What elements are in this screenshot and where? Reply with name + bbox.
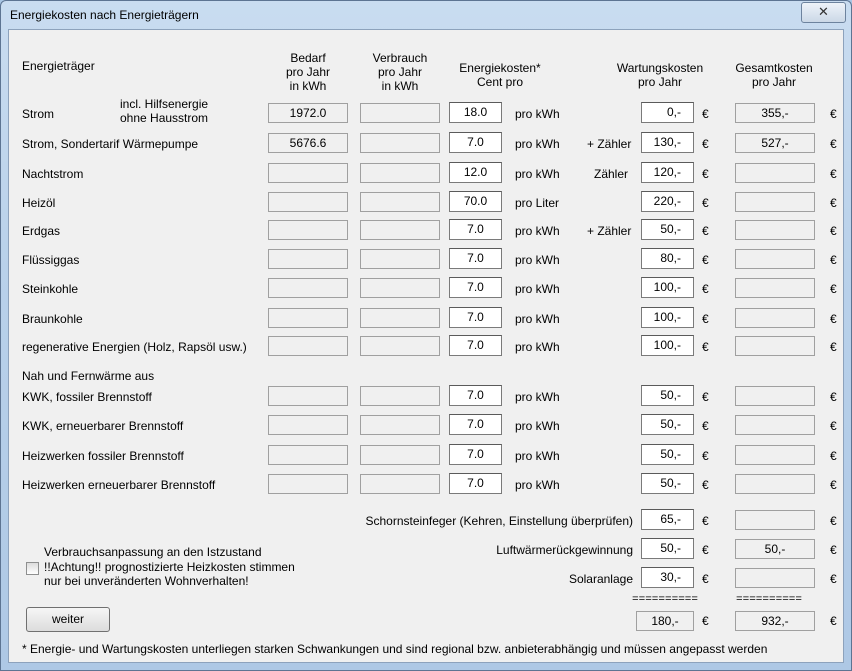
- row-label: Heizwerken erneuerbarer Brennstoff: [22, 478, 216, 492]
- currency-label: €: [702, 572, 709, 586]
- row-label: Erdgas: [22, 224, 61, 238]
- row-label: regenerative Energien (Holz, Rapsöl usw.): [22, 340, 247, 354]
- currency-label: €: [830, 543, 837, 557]
- gesamt-field: [735, 163, 815, 183]
- verbrauch-field: [360, 386, 440, 406]
- zaehler-label: + Zähler: [587, 224, 632, 238]
- verbrauch-field: [360, 103, 440, 123]
- header-wartungskosten: Wartungskosten pro Jahr: [616, 61, 704, 89]
- bedarf-field: 5676.6: [268, 133, 348, 153]
- currency-label: €: [702, 312, 709, 326]
- price-unit: pro kWh: [515, 340, 560, 354]
- currency-label: €: [830, 572, 837, 586]
- wartung-input[interactable]: 0,-: [641, 102, 694, 123]
- currency-label: €: [702, 543, 709, 557]
- gesamt-total-separator: ==========: [736, 594, 803, 606]
- verbrauch-field: [360, 474, 440, 494]
- currency-label: €: [830, 514, 837, 528]
- wartung-input[interactable]: 50,-: [641, 219, 694, 240]
- extra-gesamt-field: [735, 510, 815, 530]
- price-input[interactable]: 7.0: [449, 385, 502, 406]
- currency-label: €: [830, 137, 837, 151]
- price-input[interactable]: 7.0: [449, 277, 502, 298]
- extra-wartung-input[interactable]: 50,-: [641, 538, 694, 559]
- verbrauch-field: [360, 163, 440, 183]
- gesamt-field: [735, 386, 815, 406]
- row-note: incl. Hilfsenergie ohne Hausstrom: [120, 97, 209, 125]
- bedarf-field: [268, 249, 348, 269]
- gesamt-field: [735, 336, 815, 356]
- bedarf-field: [268, 308, 348, 328]
- gesamt-total-field: 932,-: [735, 611, 815, 631]
- verbrauch-field: [360, 308, 440, 328]
- wartung-input[interactable]: 50,-: [641, 414, 694, 435]
- verbrauchsanpassung-checkbox[interactable]: [26, 562, 39, 575]
- wartung-total-separator: ==========: [632, 594, 699, 606]
- price-input[interactable]: 12.0: [449, 162, 502, 183]
- currency-label: €: [702, 196, 709, 210]
- price-unit: pro kWh: [515, 107, 560, 121]
- wartung-input[interactable]: 100,-: [641, 335, 694, 356]
- bedarf-field: [268, 278, 348, 298]
- currency-label: €: [830, 449, 837, 463]
- extra-label: Solaranlage: [568, 572, 633, 586]
- row-label: Heizwerken fossiler Brennstoff: [22, 449, 184, 463]
- zaehler-label: + Zähler: [587, 137, 632, 151]
- price-input[interactable]: 7.0: [449, 414, 502, 435]
- gesamt-field: 355,-: [735, 103, 815, 123]
- price-unit: pro kWh: [515, 167, 560, 181]
- price-unit: pro Liter: [515, 196, 560, 210]
- extra-wartung-input[interactable]: 65,-: [641, 509, 694, 530]
- close-icon: ✕: [818, 5, 829, 20]
- currency-label: €: [830, 312, 837, 326]
- gesamt-field: [735, 220, 815, 240]
- wartung-total-field: 180,-: [636, 611, 694, 631]
- price-input[interactable]: 70.0: [449, 191, 502, 212]
- weiter-button[interactable]: weiter: [26, 607, 110, 632]
- verbrauch-field: [360, 445, 440, 465]
- currency-label: €: [702, 478, 709, 492]
- verbrauch-field: [360, 278, 440, 298]
- price-input[interactable]: 7.0: [449, 307, 502, 328]
- currency-label: €: [830, 340, 837, 354]
- row-label: Steinkohle: [22, 282, 79, 296]
- currency-label: €: [830, 614, 837, 628]
- verbrauch-field: [360, 220, 440, 240]
- row-label: Braunkohle: [22, 312, 83, 326]
- extra-gesamt-field: [735, 568, 815, 588]
- price-unit: pro kWh: [515, 419, 560, 433]
- price-input[interactable]: 18.0: [449, 102, 502, 123]
- currency-label: €: [702, 419, 709, 433]
- verbrauch-field: [360, 336, 440, 356]
- price-input[interactable]: 7.0: [449, 444, 502, 465]
- wartung-input[interactable]: 50,-: [641, 444, 694, 465]
- gesamt-field: [735, 474, 815, 494]
- row-label: Strom, Sondertarif Wärmepumpe: [22, 137, 199, 151]
- price-unit: pro kWh: [515, 312, 560, 326]
- price-unit: pro kWh: [515, 390, 560, 404]
- currency-label: €: [830, 478, 837, 492]
- currency-label: €: [830, 253, 837, 267]
- currency-label: €: [830, 390, 837, 404]
- currency-label: €: [702, 614, 709, 628]
- gesamt-field: [735, 445, 815, 465]
- currency-label: €: [830, 107, 837, 121]
- bedarf-field: [268, 386, 348, 406]
- price-unit: pro kWh: [515, 224, 560, 238]
- bedarf-field: 1972.0: [268, 103, 348, 123]
- header-energiekosten: Energiekosten* Cent pro: [459, 61, 541, 89]
- verbrauchsanpassung-label: Verbrauchsanpassung an den Istzustand !!Achtung!! prognostizierte Heizkosten stimmen nur bei unveränderten Wohnverhalten!: [44, 545, 295, 588]
- verbrauch-field: [360, 133, 440, 153]
- currency-label: €: [702, 253, 709, 267]
- price-input[interactable]: 7.0: [449, 335, 502, 356]
- gesamt-field: 527,-: [735, 133, 815, 153]
- bedarf-field: [268, 474, 348, 494]
- gesamt-field: [735, 192, 815, 212]
- bedarf-field: [268, 336, 348, 356]
- gesamt-field: [735, 278, 815, 298]
- section-nah-fernwaerme: Nah und Fernwärme aus: [22, 369, 155, 383]
- currency-label: €: [830, 419, 837, 433]
- row-label: Heizöl: [22, 196, 56, 210]
- extra-label: Schornsteinfeger (Kehren, Einstellung überprüfen): [365, 514, 633, 528]
- bedarf-field: [268, 445, 348, 465]
- price-input[interactable]: 7.0: [449, 473, 502, 494]
- gesamt-field: [735, 308, 815, 328]
- wartung-input[interactable]: 220,-: [641, 191, 694, 212]
- wartung-input[interactable]: 80,-: [641, 248, 694, 269]
- header-energietraeger: Energieträger: [22, 59, 95, 73]
- price-unit: pro kWh: [515, 449, 560, 463]
- row-label: Flüssiggas: [22, 253, 80, 267]
- row-label: KWK, erneuerbarer Brennstoff: [22, 419, 184, 433]
- price-unit: pro kWh: [515, 478, 560, 492]
- currency-label: €: [830, 224, 837, 238]
- row-label: Nachtstrom: [22, 167, 84, 181]
- currency-label: €: [702, 137, 709, 151]
- header-bedarf: Bedarf pro Jahr in kWh: [285, 51, 331, 93]
- zaehler-label: Zähler: [594, 167, 629, 181]
- currency-label: €: [702, 340, 709, 354]
- price-input[interactable]: 7.0: [449, 132, 502, 153]
- price-unit: pro kWh: [515, 137, 560, 151]
- wartung-input[interactable]: 50,-: [641, 385, 694, 406]
- currency-label: €: [702, 514, 709, 528]
- extra-gesamt-field: 50,-: [735, 539, 815, 559]
- verbrauch-field: [360, 415, 440, 435]
- currency-label: €: [830, 282, 837, 296]
- gesamt-field: [735, 249, 815, 269]
- bedarf-field: [268, 163, 348, 183]
- currency-label: €: [702, 224, 709, 238]
- currency-label: €: [702, 390, 709, 404]
- wartung-input[interactable]: 100,-: [641, 277, 694, 298]
- wartung-input[interactable]: 100,-: [641, 307, 694, 328]
- price-unit: pro kWh: [515, 253, 560, 267]
- gesamt-field: [735, 415, 815, 435]
- currency-label: €: [830, 196, 837, 210]
- price-unit: pro kWh: [515, 282, 560, 296]
- currency-label: €: [702, 282, 709, 296]
- verbrauch-field: [360, 249, 440, 269]
- row-label: Strom: [22, 107, 55, 121]
- currency-label: €: [702, 449, 709, 463]
- extra-label: Luftwärmerückgewinnung: [496, 543, 633, 557]
- row-label: KWK, fossiler Brennstoff: [22, 390, 152, 404]
- extra-wartung-input[interactable]: 30,-: [641, 567, 694, 588]
- wartung-input[interactable]: 130,-: [641, 132, 694, 153]
- bedarf-field: [268, 220, 348, 240]
- price-input[interactable]: 7.0: [449, 248, 502, 269]
- currency-label: €: [830, 167, 837, 181]
- footnote: * Energie- und Wartungskosten unterliegen starken Schwankungen und sind regional bzw. anbieterabhängig und müssen angepasst werden: [22, 642, 768, 656]
- currency-label: €: [702, 167, 709, 181]
- header-verbrauch: Verbrauch pro Jahr in kWh: [372, 51, 428, 93]
- currency-label: €: [702, 107, 709, 121]
- wartung-input[interactable]: 120,-: [641, 162, 694, 183]
- bedarf-field: [268, 192, 348, 212]
- wartung-input[interactable]: 50,-: [641, 473, 694, 494]
- bedarf-field: [268, 415, 348, 435]
- header-gesamtkosten: Gesamtkosten pro Jahr: [735, 61, 813, 89]
- window-title: Energiekosten nach Energieträgern: [10, 8, 199, 22]
- price-input[interactable]: 7.0: [449, 219, 502, 240]
- verbrauch-field: [360, 192, 440, 212]
